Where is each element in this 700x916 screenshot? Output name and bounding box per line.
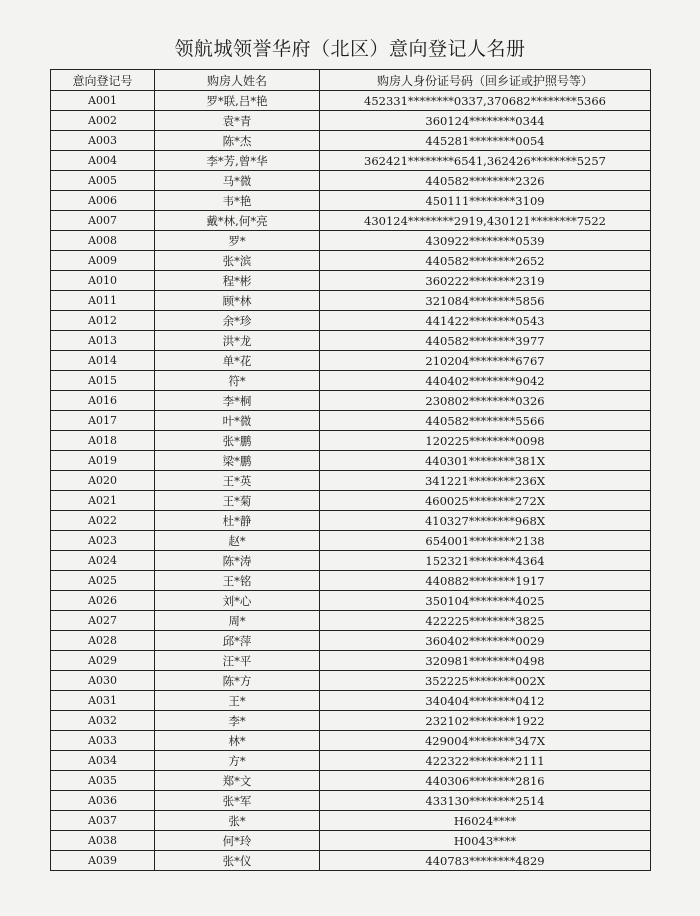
id-number-cell: 654001********2138 [320,531,651,551]
id-number-cell: 440783********4829 [320,851,651,871]
header-registration-no: 意向登记号 [51,70,155,91]
buyer-name-cell: 袁*青 [155,111,320,131]
registration-no-cell: A033 [51,731,155,751]
buyer-name-cell: 戴*林,何*亮 [155,211,320,231]
registration-no-cell: A038 [51,831,155,851]
table-row [51,791,651,811]
registration-no-cell: A020 [51,471,155,491]
table-row [51,211,651,231]
registration-no-cell: A039 [51,851,155,871]
buyer-name-cell: 杜*静 [155,511,320,531]
table-row [51,371,651,391]
id-number-cell: 232102********1922 [320,711,651,731]
id-number-cell: 440582********3977 [320,331,651,351]
registration-no-cell: A002 [51,111,155,131]
registration-no-cell: A028 [51,631,155,651]
id-number-cell: 360124********0344 [320,111,651,131]
header-buyer-name: 购房人姓名 [155,70,320,91]
table-row [51,551,651,571]
id-number-cell: 362421********6541,362426********5257 [320,151,651,171]
id-number-cell: 340404********0412 [320,691,651,711]
registration-no-cell: A001 [51,91,155,111]
table-body [51,91,651,871]
buyer-name-cell: 方* [155,751,320,771]
registration-no-cell: A032 [51,711,155,731]
header-id-number: 购房人身份证号码（回乡证或护照号等） [320,70,651,91]
registration-no-cell: A024 [51,551,155,571]
buyer-name-cell: 陈*方 [155,671,320,691]
table-row [51,851,651,871]
table-row [51,451,651,471]
buyer-name-cell: 叶*微 [155,411,320,431]
buyer-name-cell: 何*玲 [155,831,320,851]
table-row [51,611,651,631]
buyer-name-cell: 张*仪 [155,851,320,871]
id-number-cell: H6024**** [320,811,651,831]
buyer-name-cell: 林* [155,731,320,751]
id-number-cell: 440582********2652 [320,251,651,271]
id-number-cell: 440306********2816 [320,771,651,791]
table-header-row [51,70,651,91]
id-number-cell: 341221********236X [320,471,651,491]
id-number-cell: 321084********5856 [320,291,651,311]
registration-no-cell: A035 [51,771,155,791]
id-number-cell: 433130********2514 [320,791,651,811]
table-row [51,831,651,851]
registration-no-cell: A013 [51,331,155,351]
table-row [51,171,651,191]
id-number-cell: 440402********9042 [320,371,651,391]
registration-no-cell: A025 [51,571,155,591]
buyer-name-cell: 李*芳,曾*华 [155,151,320,171]
id-number-cell: 430922********0539 [320,231,651,251]
buyer-name-cell: 张*滨 [155,251,320,271]
buyer-name-cell: 陈*杰 [155,131,320,151]
id-number-cell: 352225********002X [320,671,651,691]
table-row [51,251,651,271]
buyer-name-cell: 顾*林 [155,291,320,311]
registration-no-cell: A017 [51,411,155,431]
table-row [51,271,651,291]
id-number-cell: H0043**** [320,831,651,851]
registration-no-cell: A016 [51,391,155,411]
id-number-cell: 440582********5566 [320,411,651,431]
registration-no-cell: A009 [51,251,155,271]
id-number-cell: 441422********0543 [320,311,651,331]
buyer-name-cell: 张*军 [155,791,320,811]
id-number-cell: 440582********2326 [320,171,651,191]
id-number-cell: 120225********0098 [320,431,651,451]
table-row [51,691,651,711]
buyer-name-cell: 洪*龙 [155,331,320,351]
table-row [51,491,651,511]
registration-no-cell: A026 [51,591,155,611]
registration-no-cell: A030 [51,671,155,691]
id-number-cell: 450111********3109 [320,191,651,211]
buyer-name-cell: 罗* [155,231,320,251]
table-row [51,331,651,351]
buyer-name-cell: 李*桐 [155,391,320,411]
id-number-cell: 445281********0054 [320,131,651,151]
registration-no-cell: A023 [51,531,155,551]
id-number-cell: 230802********0326 [320,391,651,411]
buyer-name-cell: 王*菊 [155,491,320,511]
id-number-cell: 430124********2919,430121********7522 [320,211,651,231]
table-row [51,511,651,531]
buyer-name-cell: 周* [155,611,320,631]
buyer-name-cell: 李* [155,711,320,731]
id-number-cell: 452331********0337,370682********5366 [320,91,651,111]
buyer-name-cell: 符* [155,371,320,391]
registration-no-cell: A006 [51,191,155,211]
buyer-name-cell: 单*花 [155,351,320,371]
registration-no-cell: A031 [51,691,155,711]
registration-no-cell: A034 [51,751,155,771]
buyer-name-cell: 赵* [155,531,320,551]
buyer-name-cell: 郑*文 [155,771,320,791]
buyer-name-cell: 陈*涛 [155,551,320,571]
table-row [51,91,651,111]
buyer-name-cell: 韦*艳 [155,191,320,211]
table-row [51,411,651,431]
id-number-cell: 152321********4364 [320,551,651,571]
registration-no-cell: A005 [51,171,155,191]
id-number-cell: 410327********968X [320,511,651,531]
registration-no-cell: A011 [51,291,155,311]
table-row [51,531,651,551]
registration-no-cell: A007 [51,211,155,231]
id-number-cell: 210204********6767 [320,351,651,371]
table-row [51,291,651,311]
registration-no-cell: A008 [51,231,155,251]
id-number-cell: 320981********0498 [320,651,651,671]
table-row [51,651,651,671]
buyer-name-cell: 马*微 [155,171,320,191]
id-number-cell: 429004********347X [320,731,651,751]
registration-no-cell: A015 [51,371,155,391]
buyer-name-cell: 张*鹏 [155,431,320,451]
buyer-name-cell: 张* [155,811,320,831]
buyer-name-cell: 邱*萍 [155,631,320,651]
registration-no-cell: A004 [51,151,155,171]
table-row [51,631,651,651]
table-row [51,431,651,451]
registration-no-cell: A037 [51,811,155,831]
buyer-name-cell: 王*英 [155,471,320,491]
registration-no-cell: A010 [51,271,155,291]
table-row [51,391,651,411]
id-number-cell: 360222********2319 [320,271,651,291]
registration-no-cell: A022 [51,511,155,531]
buyer-name-cell: 王* [155,691,320,711]
registration-table [50,69,651,871]
buyer-name-cell: 王*铭 [155,571,320,591]
page-title: 领航城领誉华府（北区）意向登记人名册 [174,38,526,60]
table-row [51,131,651,151]
buyer-name-cell: 余*珍 [155,311,320,331]
table-row [51,771,651,791]
table-row [51,151,651,171]
table-row [51,351,651,371]
table-row [51,231,651,251]
registration-no-cell: A014 [51,351,155,371]
id-number-cell: 440882********1917 [320,571,651,591]
id-number-cell: 460025********272X [320,491,651,511]
registration-no-cell: A018 [51,431,155,451]
buyer-name-cell: 梁*鹏 [155,451,320,471]
id-number-cell: 350104********4025 [320,591,651,611]
registration-no-cell: A029 [51,651,155,671]
table-row [51,671,651,691]
table-row [51,731,651,751]
table-row [51,751,651,771]
table-row [51,311,651,331]
registration-no-cell: A021 [51,491,155,511]
table-row [51,111,651,131]
id-number-cell: 422225********3825 [320,611,651,631]
table-row [51,191,651,211]
id-number-cell: 440301********381X [320,451,651,471]
table-row [51,591,651,611]
table-row [51,811,651,831]
buyer-name-cell: 汪*平 [155,651,320,671]
table-row [51,571,651,591]
registration-no-cell: A003 [51,131,155,151]
buyer-name-cell: 罗*联,吕*艳 [155,91,320,111]
table-row [51,711,651,731]
registration-no-cell: A027 [51,611,155,631]
id-number-cell: 422322********2111 [320,751,651,771]
buyer-name-cell: 刘*心 [155,591,320,611]
registration-no-cell: A012 [51,311,155,331]
id-number-cell: 360402********0029 [320,631,651,651]
registration-no-cell: A036 [51,791,155,811]
registration-no-cell: A019 [51,451,155,471]
buyer-name-cell: 程*彬 [155,271,320,291]
table-row [51,471,651,491]
